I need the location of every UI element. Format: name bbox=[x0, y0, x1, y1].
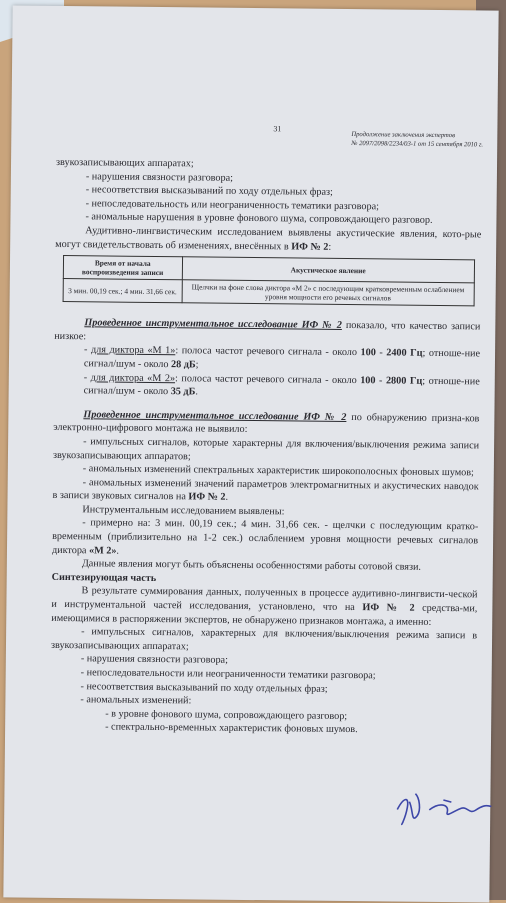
acoustic-table bbox=[63, 255, 475, 306]
paragraph-instrumental-2: Проведенное инструментальное исследование ИФ № 2 по обнаружению призна-ков электронно-цифрового монтажа не выявило: bbox=[53, 408, 480, 436]
text-line: Инструментальным исследованием выявлены: bbox=[82, 504, 285, 518]
header-line-1: Продолжение заключения экспертов bbox=[351, 131, 456, 140]
document-body bbox=[50, 156, 482, 738]
list-item-m1: - для диктора «М 1»: полоса частот речевого сигнала - около 100 - 2400 Гц; отноше-ние сигнал/шум - около 28 дБ; bbox=[83, 344, 481, 371]
list-item: - нарушения связности разговора; bbox=[80, 653, 228, 667]
list-item: - спектрально-временных характеристик фоновых шумов. bbox=[105, 721, 358, 736]
list-item: - аномальные нарушения в уровне фонового шума, сопровождающего разговор. bbox=[85, 211, 433, 227]
paragraph-instrumental-1: Проведенное инструментальное исследование ИФ № 2 показало, что качество записи низкое: bbox=[54, 317, 481, 343]
list-item: - непоследовательность или неограниченность тематики разговора; bbox=[85, 198, 380, 213]
handwritten-signature bbox=[389, 779, 500, 840]
list-item: - аномальных изменений: bbox=[80, 694, 192, 707]
list-item: - нарушения связности разговора; bbox=[85, 170, 234, 184]
header-line-2: № 2097/2098/2234/03-1 от 15 сентября 2010 г. bbox=[351, 140, 484, 149]
page-header bbox=[351, 130, 501, 150]
table-header-phenomenon: Акустическое явление bbox=[182, 257, 475, 283]
document-page bbox=[3, 5, 498, 902]
list-item: - непоследовательности или неограниченности тематики разговора; bbox=[80, 667, 376, 682]
list-item: - примерно на: 3 мин. 00,19 сек.; 4 мин. 31,66 сек. - щелчки с последующим кратко-временным (приблизительно на 1-2 сек.) ослаблением уровня мощности речевых сигналов диктора «М 2». bbox=[51, 517, 479, 557]
list-item: - импульсных сигналов, которые характерны для включения/выключения режима записи звукозаписывающих аппаратов; bbox=[52, 436, 480, 462]
text-line: звукозаписывающих аппаратах; bbox=[55, 156, 194, 170]
paragraph-synthesis: В результате суммирования данных, полученных в процессе аудитивно-лингвисти-ческой и инструментальной частей исследования, установлено, что на ИФ № 2 средства-ми, имеющимися в распоряжении экспертов, не обнаружено признаков монтажа, а именно: bbox=[51, 585, 478, 628]
paragraph-acoustic: Аудитивно-лингвистическим исследованием выявлены акустические явления, кото-рые могут свидетельствовать об изменениях, внесённых в ИФ № 2: bbox=[55, 225, 482, 253]
section-title: Синтезирующая часть bbox=[51, 571, 157, 584]
list-item: - несоответствия высказываний по ходу отдельных фраз; bbox=[80, 680, 328, 695]
table-header-time: Время от начала воспроизведения записи bbox=[63, 256, 182, 280]
page-number: 31 bbox=[273, 124, 282, 134]
list-item: - импульсных сигналов, характерных для включения/выключения режима записи в звукозаписывающих аппаратах; bbox=[50, 626, 478, 653]
text-line: Данные явления могут быть объяснены особенностями работы сотовой связи. bbox=[81, 558, 422, 574]
list-item: - аномальных изменений спектральных характеристик широкополосных фоновых шумов; bbox=[82, 463, 474, 479]
list-item: - несоответствия высказываний по ходу отдельных фраз; bbox=[85, 184, 333, 199]
list-item: - в уровне фонового шума, сопровождающего разговор; bbox=[105, 708, 348, 722]
list-item-m2: - для диктора «М 2»: полоса частот речевого сигнала - около 100 - 2800 Гц; отноше-ние сигнал/шум - около 35 дБ. bbox=[83, 371, 480, 398]
table-cell-time: 3 мин. 00,19 сек.; 4 мин. 31,66 сек. bbox=[63, 279, 182, 303]
table-cell-phenomenon: Щелчки на фоне слова диктора «М 2» с последующим кратковременным ослаблением уровня мощности его речевых сигналов bbox=[182, 280, 475, 306]
list-item: - аномальных изменений значений параметров электромагнитных и акустических наводок в записи звуковых сигналов на ИФ № 2. bbox=[52, 476, 479, 504]
